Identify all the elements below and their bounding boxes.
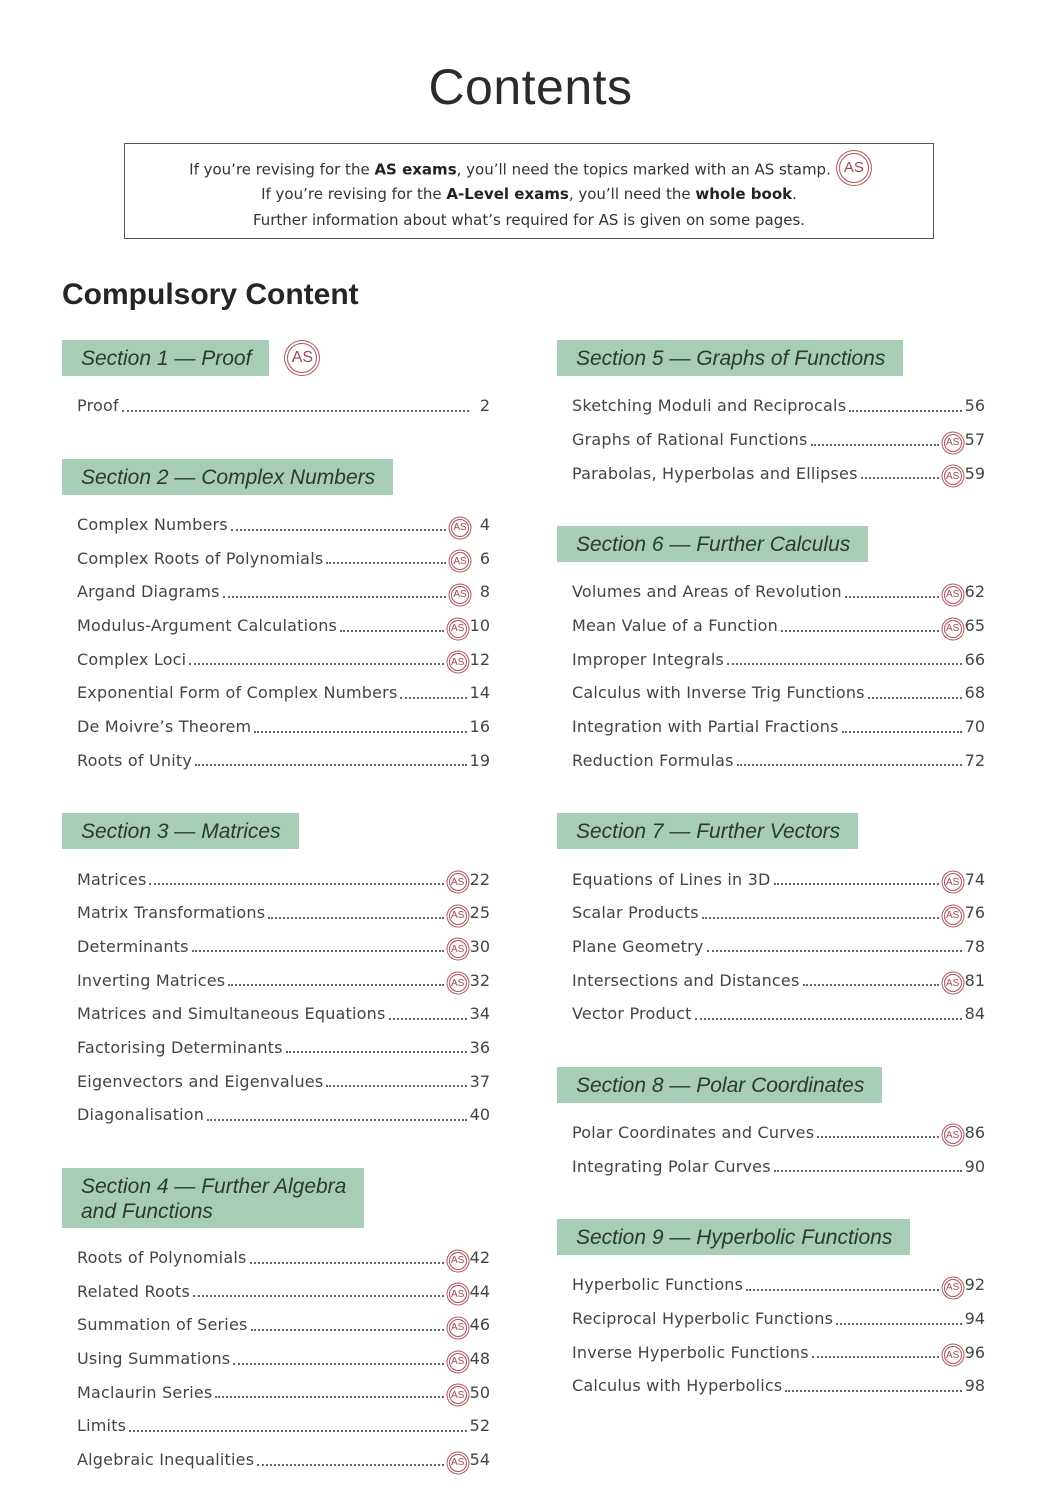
section-title-line: Section 4 — Further Algebra: [81, 1174, 347, 1198]
entry-page-number: 40: [469, 1105, 490, 1125]
info-bold-whole-book: whole book: [695, 185, 793, 203]
entry-label: Reciprocal Hyperbolic Functions: [572, 1309, 834, 1329]
dot-leader: [193, 1295, 444, 1297]
entry-page-number: 2: [479, 396, 490, 416]
dot-leader: [781, 630, 939, 632]
as-stamp-icon: AS: [449, 1386, 467, 1404]
toc-entry[interactable]: [62, 997, 490, 1031]
dot-leader: [207, 1119, 467, 1121]
entry-label: Roots of Unity: [77, 750, 193, 770]
entry-page-number: 36: [469, 1037, 490, 1057]
entry-label: Complex Loci: [77, 649, 187, 669]
entry-label: Exponential Form of Complex Numbers: [77, 683, 398, 703]
as-stamp-icon: AS: [449, 1319, 467, 1337]
entry-page-number: 10: [469, 616, 490, 636]
toc-section: [557, 1219, 985, 1403]
toc-entry[interactable]: [557, 609, 985, 643]
as-stamp-icon: AS: [944, 974, 962, 992]
info-line-3: Further information about what’s required for AS is given on some pages.: [252, 211, 806, 229]
as-stamp-icon: AS: [449, 974, 467, 992]
toc-section: [62, 1168, 490, 1477]
entry-label: Hyperbolic Functions: [572, 1275, 744, 1295]
entry-label: Inverse Hyperbolic Functions: [572, 1342, 809, 1362]
as-stamp-icon: AS: [449, 873, 467, 891]
entry-page-number: 42: [469, 1248, 490, 1268]
as-stamp-icon: AS: [944, 1279, 962, 1297]
entry-label: Proof: [77, 396, 119, 416]
toc-entry[interactable]: [62, 1031, 490, 1065]
entry-page-number: 74: [964, 869, 985, 889]
dot-leader: [803, 984, 939, 986]
info-bold-alevel: A-Level exams: [446, 185, 569, 203]
toc-entry[interactable]: [62, 1342, 490, 1376]
entry-label: Summation of Series: [77, 1315, 248, 1335]
dot-leader: [785, 1390, 961, 1392]
as-stamp-icon: AS: [449, 907, 467, 925]
entry-page-number: 14: [469, 683, 490, 703]
toc-section: [557, 526, 985, 777]
toc-entry[interactable]: [557, 423, 985, 457]
toc-section: [62, 813, 490, 1132]
entry-page-number: 4: [479, 515, 490, 535]
entry-page-number: 81: [964, 970, 985, 990]
toc-entry[interactable]: [557, 456, 985, 490]
entry-page-number: 54: [469, 1450, 490, 1470]
entry-label: Integrating Polar Curves: [572, 1156, 771, 1176]
dot-leader: [268, 917, 443, 919]
as-stamp-icon: AS: [451, 552, 469, 570]
dot-leader: [861, 477, 939, 479]
toc-entry[interactable]: [557, 1369, 985, 1403]
section-title[interactable]: Section 5 — Graphs of Functions: [557, 340, 903, 376]
dot-leader: [400, 697, 466, 699]
info-text: If you’re revising for the: [189, 160, 375, 179]
toc-entry[interactable]: [62, 1274, 490, 1308]
entry-label: Diagonalisation: [77, 1105, 205, 1125]
entry-label: Inverting Matrices: [77, 970, 226, 990]
page-title: Contents: [428, 59, 633, 115]
toc-entry[interactable]: [557, 389, 985, 423]
section-title[interactable]: Section 3 — Matrices: [62, 813, 299, 849]
toc-entry[interactable]: [557, 1116, 985, 1150]
as-stamp-icon: AS: [944, 467, 962, 485]
entry-page-number: 37: [469, 1071, 490, 1091]
entry-label: Volumes and Areas of Revolution: [572, 582, 842, 602]
section-title[interactable]: Section 6 — Further Calculus: [557, 526, 868, 562]
entry-label: Maclaurin Series: [77, 1382, 213, 1402]
dot-leader: [842, 731, 962, 733]
entry-label: Matrices: [77, 869, 147, 889]
entry-page-number: 72: [964, 750, 985, 770]
section-header: [557, 340, 985, 376]
entry-label: Plane Geometry: [572, 936, 704, 956]
as-stamp-icon: AS: [451, 519, 469, 537]
toc-entry[interactable]: [62, 896, 490, 930]
entry-label: Integration with Partial Fractions: [572, 717, 839, 737]
dot-leader: [215, 1396, 443, 1398]
entry-page-number: 46: [469, 1315, 490, 1335]
entry-label: Roots of Polynomials: [77, 1248, 247, 1268]
entry-page-number: 98: [964, 1376, 985, 1396]
dot-leader: [129, 1430, 466, 1432]
section-header: [557, 813, 985, 849]
entry-label: Limits: [77, 1416, 127, 1436]
entry-page-number: 76: [964, 903, 985, 923]
dot-leader: [233, 1363, 443, 1365]
dot-leader: [836, 1323, 961, 1325]
dot-leader: [250, 1262, 444, 1264]
toc-entry[interactable]: [557, 575, 985, 609]
entry-page-number: 30: [469, 936, 490, 956]
entry-page-number: 50: [469, 1382, 490, 1402]
toc-entry[interactable]: [557, 930, 985, 964]
entry-page-number: 12: [469, 649, 490, 669]
dot-leader: [251, 1329, 444, 1331]
entry-label: Algebraic Inequalities: [77, 1450, 255, 1470]
entry-label: Sketching Moduli and Reciprocals: [572, 396, 847, 416]
entry-page-number: 70: [964, 717, 985, 737]
toc-section: [557, 340, 985, 490]
dot-leader: [326, 562, 446, 564]
as-stamp-icon: AS: [944, 1126, 962, 1144]
info-bold-as-exams: AS exams: [374, 160, 457, 179]
section-header: [62, 459, 490, 495]
dot-leader: [849, 410, 961, 412]
toc-entry[interactable]: [62, 1241, 490, 1275]
section-title[interactable]: Section 1 — Proof: [62, 340, 269, 376]
entry-page-number: 78: [964, 936, 985, 956]
entry-page-number: 62: [964, 582, 985, 602]
dot-leader: [122, 410, 469, 412]
entry-label: Factorising Determinants: [77, 1037, 283, 1057]
dot-leader: [149, 883, 443, 885]
entry-label: De Moivre’s Theorem: [77, 717, 252, 737]
entry-label: Determinants: [77, 936, 189, 956]
toc-entry[interactable]: [62, 1375, 490, 1409]
as-stamp-icon: AS: [449, 620, 467, 638]
info-text: , you’ll need the topics marked with an AS stamp.: [456, 160, 831, 179]
info-text: .: [792, 185, 797, 203]
as-stamp-icon: AS: [839, 153, 869, 183]
entry-page-number: 68: [964, 683, 985, 703]
toc-entry[interactable]: [557, 997, 985, 1031]
entry-label: Intersections and Distances: [572, 970, 800, 990]
dot-leader: [707, 950, 962, 952]
entry-label: Calculus with Hyperbolics: [572, 1376, 783, 1396]
toc-entry[interactable]: [62, 744, 490, 778]
toc-entry[interactable]: [557, 862, 985, 896]
section-header: [557, 1067, 985, 1103]
entry-label: Eigenvectors and Eigenvalues: [77, 1071, 324, 1091]
dot-leader: [746, 1289, 938, 1291]
entry-label: Scalar Products: [572, 903, 699, 923]
dot-leader: [231, 529, 446, 531]
dot-leader: [702, 917, 939, 919]
contents-column-left: [62, 340, 490, 1477]
entry-page-number: 34: [469, 1004, 490, 1024]
entry-label: Polar Coordinates and Curves: [572, 1122, 815, 1142]
entry-label: Graphs of Rational Functions: [572, 430, 808, 450]
toc-entry[interactable]: [557, 676, 985, 710]
section-title[interactable]: Section 8 — Polar Coordinates: [557, 1067, 882, 1103]
toc-section: [62, 340, 490, 423]
dot-leader: [727, 663, 962, 665]
section-heading: Compulsory Content: [62, 278, 359, 311]
dot-leader: [257, 1464, 443, 1466]
toc-section: [557, 813, 985, 1030]
entry-label: Improper Integrals: [572, 649, 725, 669]
entry-page-number: 86: [964, 1122, 985, 1142]
dot-leader: [228, 984, 443, 986]
entry-page-number: 16: [469, 717, 490, 737]
dot-leader: [774, 1170, 962, 1172]
entry-page-number: 6: [479, 548, 490, 568]
dot-leader: [774, 883, 939, 885]
entry-label: Calculus with Inverse Trig Functions: [572, 683, 865, 703]
as-stamp-icon: AS: [944, 434, 962, 452]
entry-label: Matrix Transformations: [77, 903, 266, 923]
entry-label: Argand Diagrams: [77, 582, 220, 602]
entry-page-number: 25: [469, 903, 490, 923]
entry-page-number: 52: [469, 1416, 490, 1436]
toc-entry[interactable]: [62, 710, 490, 744]
entry-page-number: 8: [479, 582, 490, 602]
entry-page-number: 19: [469, 750, 490, 770]
section-header: [62, 813, 490, 849]
section-header: [557, 1219, 985, 1255]
section-title[interactable]: Section 9 — Hyperbolic Functions: [557, 1219, 910, 1255]
entry-label: Reduction Formulas: [572, 750, 734, 770]
entry-label: Vector Product: [572, 1004, 692, 1024]
dot-leader: [189, 663, 443, 665]
entry-label: Mean Value of a Function: [572, 616, 778, 636]
toc-entry[interactable]: [62, 541, 490, 575]
entry-page-number: 92: [964, 1275, 985, 1295]
entry-page-number: 57: [964, 430, 985, 450]
entry-page-number: 32: [469, 970, 490, 990]
section-title[interactable]: Section 7 — Further Vectors: [557, 813, 858, 849]
entry-label: Complex Roots of Polynomials: [77, 548, 324, 568]
info-text: If you’re revising for the: [261, 185, 447, 203]
dot-leader: [695, 1018, 962, 1020]
section-header: [62, 340, 490, 376]
section-title[interactable]: [62, 1168, 364, 1228]
toc-entry[interactable]: [62, 1308, 490, 1342]
as-stamp-icon: AS: [944, 620, 962, 638]
info-box: [124, 143, 934, 239]
entry-label: Complex Numbers: [77, 515, 228, 535]
as-stamp-icon: AS: [287, 343, 317, 373]
entry-label: Matrices and Simultaneous Equations: [77, 1004, 386, 1024]
dot-leader: [389, 1018, 467, 1020]
toc-section: [557, 1067, 985, 1183]
as-stamp-icon: AS: [944, 907, 962, 925]
toc-entry[interactable]: [557, 710, 985, 744]
dot-leader: [811, 444, 939, 446]
toc-entry[interactable]: [557, 1302, 985, 1336]
dot-leader: [845, 596, 939, 598]
dot-leader: [340, 630, 444, 632]
toc-entry[interactable]: [557, 963, 985, 997]
contents-column-right: [557, 340, 985, 1403]
dot-leader: [223, 596, 446, 598]
entry-label: Using Summations: [77, 1349, 231, 1369]
as-stamp-icon: AS: [449, 940, 467, 958]
as-stamp-icon: AS: [449, 653, 467, 671]
dot-leader: [254, 731, 466, 733]
toc-entry[interactable]: [62, 1443, 490, 1477]
entry-page-number: 22: [469, 869, 490, 889]
entry-label: Related Roots: [77, 1281, 191, 1301]
toc-entry[interactable]: [62, 508, 490, 542]
entry-page-number: 48: [469, 1349, 490, 1369]
toc-entry[interactable]: [557, 896, 985, 930]
dot-leader: [868, 697, 962, 699]
entry-label: Parabolas, Hyperbolas and Ellipses: [572, 463, 858, 483]
entry-page-number: 94: [964, 1309, 985, 1329]
section-header: [62, 1168, 490, 1228]
toc-entry[interactable]: [557, 1268, 985, 1302]
entry-page-number: 66: [964, 649, 985, 669]
toc-entry[interactable]: [62, 676, 490, 710]
toc-section: [62, 459, 490, 778]
section-title-line: and Functions: [81, 1199, 213, 1223]
toc-entry[interactable]: [62, 609, 490, 643]
dot-leader: [195, 764, 467, 766]
toc-entry[interactable]: [62, 389, 490, 423]
entry-page-number: 65: [964, 616, 985, 636]
entry-page-number: 56: [964, 396, 985, 416]
as-stamp-icon: AS: [451, 586, 469, 604]
toc-entry[interactable]: [557, 642, 985, 676]
dot-leader: [817, 1136, 938, 1138]
toc-entry[interactable]: [62, 1098, 490, 1132]
entry-page-number: 84: [964, 1004, 985, 1024]
dot-leader: [286, 1051, 467, 1053]
dot-leader: [192, 950, 444, 952]
toc-entry[interactable]: [62, 930, 490, 964]
as-stamp-icon: AS: [449, 1252, 467, 1270]
as-stamp-icon: AS: [449, 1285, 467, 1303]
toc-entry[interactable]: [62, 575, 490, 609]
dot-leader: [326, 1085, 466, 1087]
dot-leader: [812, 1356, 939, 1358]
toc-entry[interactable]: [557, 1149, 985, 1183]
toc-entry[interactable]: [62, 1064, 490, 1098]
as-stamp-icon: AS: [449, 1454, 467, 1472]
as-stamp-icon: AS: [944, 873, 962, 891]
toc-entry[interactable]: [62, 1409, 490, 1443]
toc-entry[interactable]: [557, 1335, 985, 1369]
toc-entry[interactable]: [557, 744, 985, 778]
entry-label: Equations of Lines in 3D: [572, 869, 771, 889]
info-text: , you’ll need the: [568, 185, 696, 203]
as-stamp-icon: AS: [944, 1346, 962, 1364]
toc-entry[interactable]: [62, 642, 490, 676]
as-stamp-icon: AS: [944, 586, 962, 604]
entry-page-number: 96: [964, 1342, 985, 1362]
entry-page-number: 90: [964, 1156, 985, 1176]
entry-page-number: 44: [469, 1281, 490, 1301]
toc-entry[interactable]: [62, 862, 490, 896]
section-header: [557, 526, 985, 562]
entry-page-number: 59: [964, 463, 985, 483]
as-stamp-icon: AS: [449, 1353, 467, 1371]
section-title[interactable]: Section 2 — Complex Numbers: [62, 459, 393, 495]
dot-leader: [737, 764, 962, 766]
toc-entry[interactable]: [62, 963, 490, 997]
entry-label: Modulus-Argument Calculations: [77, 616, 338, 636]
